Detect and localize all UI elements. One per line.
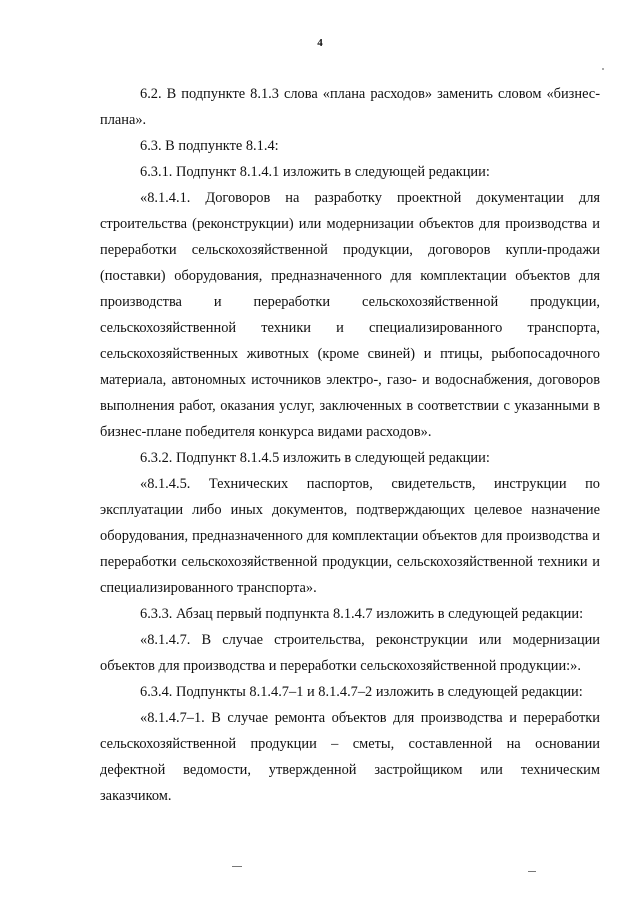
paragraph-6-2: 6.2. В подпункте 8.1.3 слова «плана расходов» заменить словом «бизнес-плана».	[100, 86, 600, 128]
paragraph-8-1-4-7-1: «8.1.4.7–1. В случае ремонта объектов для производства и переработки сельскохозяйственной продукции – сметы, составленной на основании дефектной ведомости, утвержденной застройщиком или техническим заказчиком.	[100, 710, 600, 804]
paragraph-6-3-3: 6.3.3. Абзац первый подпункта 8.1.4.7 изложить в следующей редакции:	[140, 606, 584, 622]
paragraph-6-3-4: 6.3.4. Подпункты 8.1.4.7–1 и 8.1.4.7–2 изложить в следующей редакции:	[140, 684, 583, 700]
paragraph-6-3: 6.3. В подпункте 8.1.4:	[140, 138, 279, 154]
paragraph-8-1-4-1: «8.1.4.1. Договоров на разработку проектной документации для строительства (реконструкции) или модернизации объектов для производства и переработки сельскохозяйственной продукции, договоров купли-продажи (поставки) оборудования, предназначенного для комплектации объектов для производства и переработки сельскохозяйственной продукции, сельскохозяйственной техники и специализированного транспорта, сельскохозяйственных животных (кроме свиней) и птицы, рыбопосадочного материала, автономных источников электро-, газо- и водоснабжения, договоров выполнения работ, оказания услуг, заключенных в соответствии с указанными в бизнес-плане победителя конкурса видами расходов».	[100, 190, 600, 440]
scan-speck	[232, 866, 242, 867]
paragraph-6-3-1: 6.3.1. Подпункт 8.1.4.1 изложить в следующей редакции:	[140, 164, 490, 180]
scan-speck	[602, 68, 604, 70]
scan-speck	[528, 871, 536, 872]
document-body	[100, 81, 600, 809]
page-number: 4	[317, 37, 323, 49]
paragraph-8-1-4-5: «8.1.4.5. Технических паспортов, свидетельств, инструкции по эксплуатации либо иных документов, подтверждающих целевое назначение оборудования, предназначенного для комплектации объектов для производства и переработки сельскохозяйственной продукции, сельскохозяйственной техники и специализированного транспорта».	[100, 476, 600, 596]
paragraph-8-1-4-7: «8.1.4.7. В случае строительства, реконструкции или модернизации объектов для производства и переработки сельскохозяйственной продукции:».	[100, 632, 600, 674]
paragraph-6-3-2: 6.3.2. Подпункт 8.1.4.5 изложить в следующей редакции:	[140, 450, 490, 466]
